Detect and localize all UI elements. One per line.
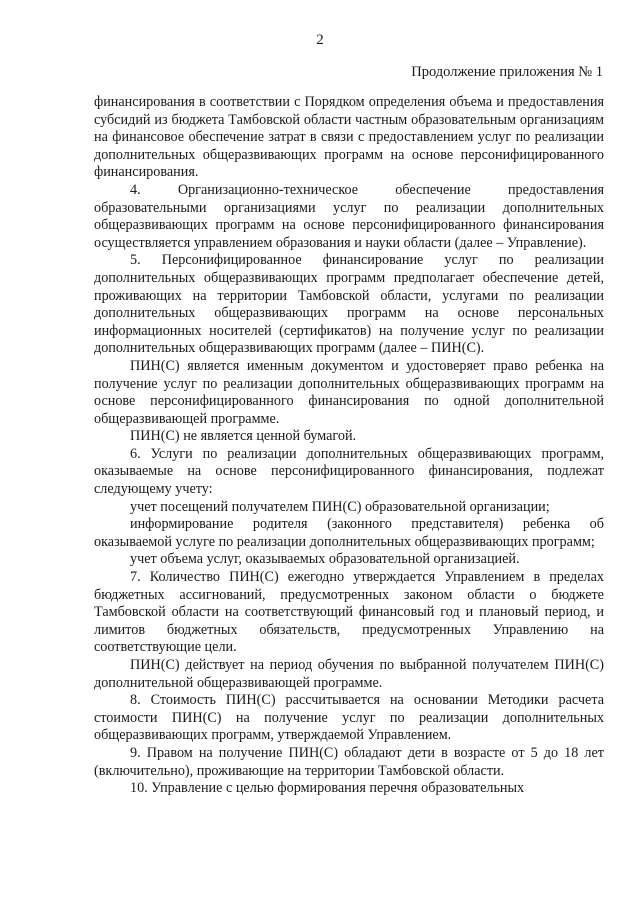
paragraph-accounting-volume: учет объема услуг, оказываемых образовательной организацией.	[130, 551, 520, 568]
paragraph-accounting-informing: информирование родителя (законного представителя) ребенка об оказываемой услуге по реализации дополнительных общеразвивающих программ;	[94, 516, 604, 550]
paragraph-item-4: 4. Организационно-техническое обеспечение предоставления образовательными организациями услуг по реализации дополнительных общеразвивающих программ на основе персонифицированного финансирования осуществляется управлением образования и науки области (далее – Управление).	[94, 181, 604, 251]
paragraph-pin-not-security: ПИН(С) не является ценной бумагой.	[130, 428, 357, 445]
appendix-continuation-note: Продолжение приложения № 1	[411, 64, 603, 80]
page-number: 2	[316, 32, 324, 48]
paragraph-pin-definition: ПИН(С) является именным документом и удостоверяет право ребенка на получение услуг по реализации дополнительных общеразвивающих программ на основе персонифицированного финансирования по одной дополнительной общеразвивающей программе.	[94, 357, 604, 427]
paragraph-item-6: 6. Услуги по реализации дополнительных общеразвивающих программ, оказываемые на основе персонифицированного финансирования, подлежат следующему учету:	[94, 445, 604, 498]
paragraph-item-9: 9. Правом на получение ПИН(С) обладают дети в возрасте от 5 до 18 лет (включительно), проживающие на территории Тамбовской области.	[94, 744, 604, 779]
paragraph-item-8: 8. Стоимость ПИН(С) рассчитывается на основании Методики расчета стоимости ПИН(С) на получение услуг по реализации дополнительных общеразвивающих программ, утверждаемой Управлением.	[94, 692, 604, 744]
paragraph-item-10: 10. Управление с целью формирования перечня образовательных	[130, 780, 525, 797]
paragraph-continuation: финансирования в соответствии с Порядком определения объема и предоставления субсидий из бюджета Тамбовской области частным образовательным организациям на финансовое обеспечение затрат в связи с предоставлением услуг по реализации дополнительных общеразвивающих программ на основе персонифицированного финансирования.	[94, 94, 604, 181]
paragraph-pin-validity: ПИН(С) действует на период обучения по выбранной получателем ПИН(С) дополнительной общеразвивающей программе.	[94, 657, 604, 691]
paragraph-item-7: 7. Количество ПИН(С) ежегодно утверждается Управлением в пределах бюджетных ассигнований, предусмотренных законом области о бюджете Тамбовской области на соответствующий финансовый год и плановый период, и лимитов бюджетных обязательств, предусмотренных Управлению на соответствующие цели.	[94, 569, 604, 656]
paragraph-item-5: 5. Персонифицированное финансирование услуг по реализации дополнительных общеразвивающих программ предполагает обеспечение детей, проживающих на территории Тамбовской области, услугами по реализации дополнительных общеразвивающих программ на основе персональных информационных носителей (сертификатов) на получение услуг по реализации дополнительных общеразвивающих программ (далее – ПИН(С).	[94, 252, 604, 357]
paragraph-accounting-visits: учет посещений получателем ПИН(С) образовательной организации;	[130, 498, 550, 515]
document-body	[94, 94, 604, 798]
